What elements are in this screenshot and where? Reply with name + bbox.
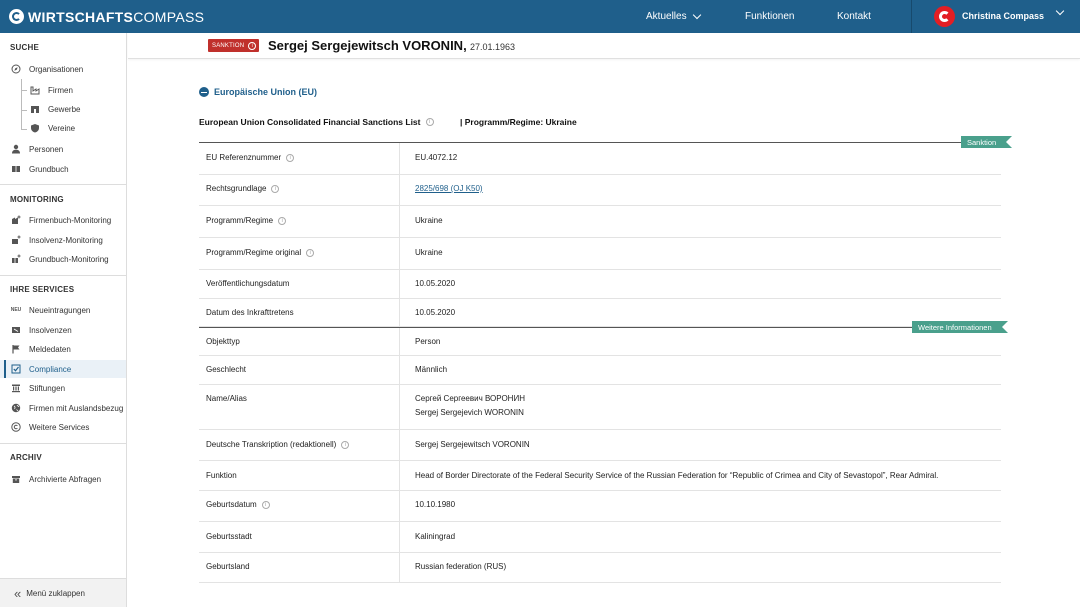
collapse-menu-button[interactable]: « Menü zuklappen [0,578,126,607]
globe-icon [11,403,21,413]
collapse-minus-icon [199,87,209,97]
row-label: Deutsche Transkription (redaktionell) i [206,440,349,449]
nav-kontakt[interactable]: Kontakt [837,11,871,22]
book-plus-icon [11,254,21,264]
row-label: Programm/Regime i [206,216,286,225]
sidebar-item-personen[interactable]: Personen [0,140,126,158]
legal-basis-link[interactable]: 2825/698 (OJ K50) [415,184,483,193]
row-value: Head of Border Directorate of the Federal Security Service of the Russian Federation for “Republic of Crimea and City of Sevastopol”, Rear Admiral. [415,471,939,480]
table-row [199,430,1001,461]
columns-icon [11,383,21,393]
sidebar-item-insolvenz-monitoring[interactable]: Insolvenz-Monitoring [0,231,126,249]
top-bar [0,0,1080,33]
info-icon[interactable]: i [271,185,279,193]
sidebar-item-weitere-services[interactable]: Weitere Services [0,418,126,436]
ribbon-sanktion: Sanktion [961,136,1006,148]
sidebar-item-neueintragungen[interactable]: NEU Neueintragungen [10,305,91,315]
row-label: Geschlecht [206,365,247,374]
section-title-archiv: ARCHIV [10,453,42,462]
info-icon[interactable]: i [426,118,434,126]
row-value: EU.4072.12 [415,153,458,162]
row-label: Veröffentlichungsdatum [206,279,290,288]
row-label: EU Referenznummer i [206,153,294,162]
sidebar-item-vereine[interactable]: Vereine [0,119,126,137]
copyright-icon [11,422,21,432]
sidebar-item-archivierte-abfragen[interactable]: Archivierte Abfragen [0,470,126,488]
table-row [199,553,1001,583]
double-chevron-left-icon: « [14,585,22,601]
sidebar-item-grundbuch[interactable]: Grundbuch [0,160,126,178]
section-title-suche: SUCHE [10,43,40,52]
shield-icon [30,123,40,133]
section-title-monitoring: MONITORING [10,195,64,204]
monitor-plus-icon [11,235,21,245]
table-row [199,328,1001,356]
info-icon: i [248,42,256,50]
info-icon[interactable]: i [262,501,270,509]
table-row [199,175,1001,206]
table-row [199,385,1001,430]
row-value[interactable] [415,184,483,193]
sidebar-item-organisationen[interactable]: Organisationen [0,60,126,78]
sidebar-item-auslandsbezug[interactable]: Firmen mit Auslandsbezug [0,399,126,417]
row-value: 10.10.1980 [415,500,456,509]
factory-plus-icon [11,215,21,225]
row-label: Funktion [206,471,237,480]
row-value: Sergej Sergejewitsch VORONIN [415,440,530,449]
info-icon[interactable]: i [306,249,314,257]
row-label: Objekttyp [206,337,240,346]
row-value: 10.05.2020 [415,308,456,317]
table-row [199,356,1001,385]
sidebar-item-gewerbe[interactable]: Gewerbe [0,100,126,118]
sidebar-item-compliance[interactable]: Compliance [0,360,126,378]
row-label: Geburtsdatum i [206,500,270,509]
row-label: Programm/Regime original i [206,248,314,257]
birth-date-header: 27.01.1963 [470,42,516,52]
flag-icon [11,344,21,354]
user-menu-chevron-icon[interactable] [1056,7,1064,15]
table-row [199,461,1001,491]
new-badge-icon: NEU [10,307,22,313]
avatar[interactable] [934,6,955,27]
sidebar-item-insolvenzen[interactable]: Insolvenzen [0,321,126,339]
eu-section-toggle[interactable]: Europäische Union (EU) [199,87,317,97]
section-title-services: IHRE SERVICES [10,285,75,294]
chevron-down-icon [692,10,700,18]
sidebar-item-firmenbuch-monitoring[interactable]: Firmenbuch-Monitoring [0,211,126,229]
nav-aktuelles[interactable]: Aktuelles [646,11,700,22]
logo[interactable]: WIRTSCHAFTSCOMPASS [9,8,204,25]
row-label: Datum des Inkrafttretens [206,308,294,317]
row-label: Geburtsstadt [206,532,252,541]
row-value: Ukraine [415,216,443,225]
sidebar-item-grundbuch-monitoring[interactable]: Grundbuch-Monitoring [0,250,126,268]
regime-label: | Programm/Regime: Ukraine [460,117,577,127]
nav-funktionen[interactable]: Funktionen [745,11,795,22]
logo-icon [9,9,24,24]
page-title: Sergej Sergejewitsch VORONIN, [268,38,467,53]
user-name[interactable]: Christina Compass [962,11,1045,21]
table-row [199,270,1001,299]
row-value: Сергей Сергеевич ВОРОНИН Sergej Sergejevich WORONIN [415,394,525,417]
ribbon-weitere-informationen: Weitere Informationen [912,321,1002,333]
factory-icon [30,85,40,95]
screen-icon [11,325,21,335]
sidebar [0,33,127,607]
table-row [199,299,1001,327]
person-icon [11,144,21,154]
table-row [199,491,1001,522]
checkbox-icon [11,364,21,374]
table-row [199,143,1001,175]
table-row [199,206,1001,238]
row-value: Kaliningrad [415,532,456,541]
info-icon[interactable]: i [341,441,349,449]
table-row [199,522,1001,553]
book-icon [11,164,21,174]
row-value: Männlich [415,365,448,374]
sanctions-list-title: European Union Consolidated Financial Sanctions List i [199,117,434,127]
row-value: Person [415,337,441,346]
sidebar-item-meldedaten[interactable]: Meldedaten [0,340,126,358]
row-label: Rechtsgrundlage i [206,184,279,193]
info-icon[interactable]: i [278,217,286,225]
row-label: Name/Alias [206,394,247,403]
row-value: Ukraine [415,248,443,257]
compass-icon [11,64,21,74]
sidebar-item-firmen[interactable]: Firmen [0,81,126,99]
archive-icon [11,474,21,484]
divider [911,0,912,33]
status-badge[interactable]: SANKTION i [208,39,259,52]
row-value: 10.05.2020 [415,279,456,288]
table-row [199,238,1001,270]
info-icon[interactable]: i [286,154,294,162]
row-label: Geburtsland [206,562,250,571]
row-value: Russian federation (RUS) [415,562,507,571]
sidebar-item-stiftungen[interactable]: Stiftungen [0,379,126,397]
shop-icon [30,104,40,114]
